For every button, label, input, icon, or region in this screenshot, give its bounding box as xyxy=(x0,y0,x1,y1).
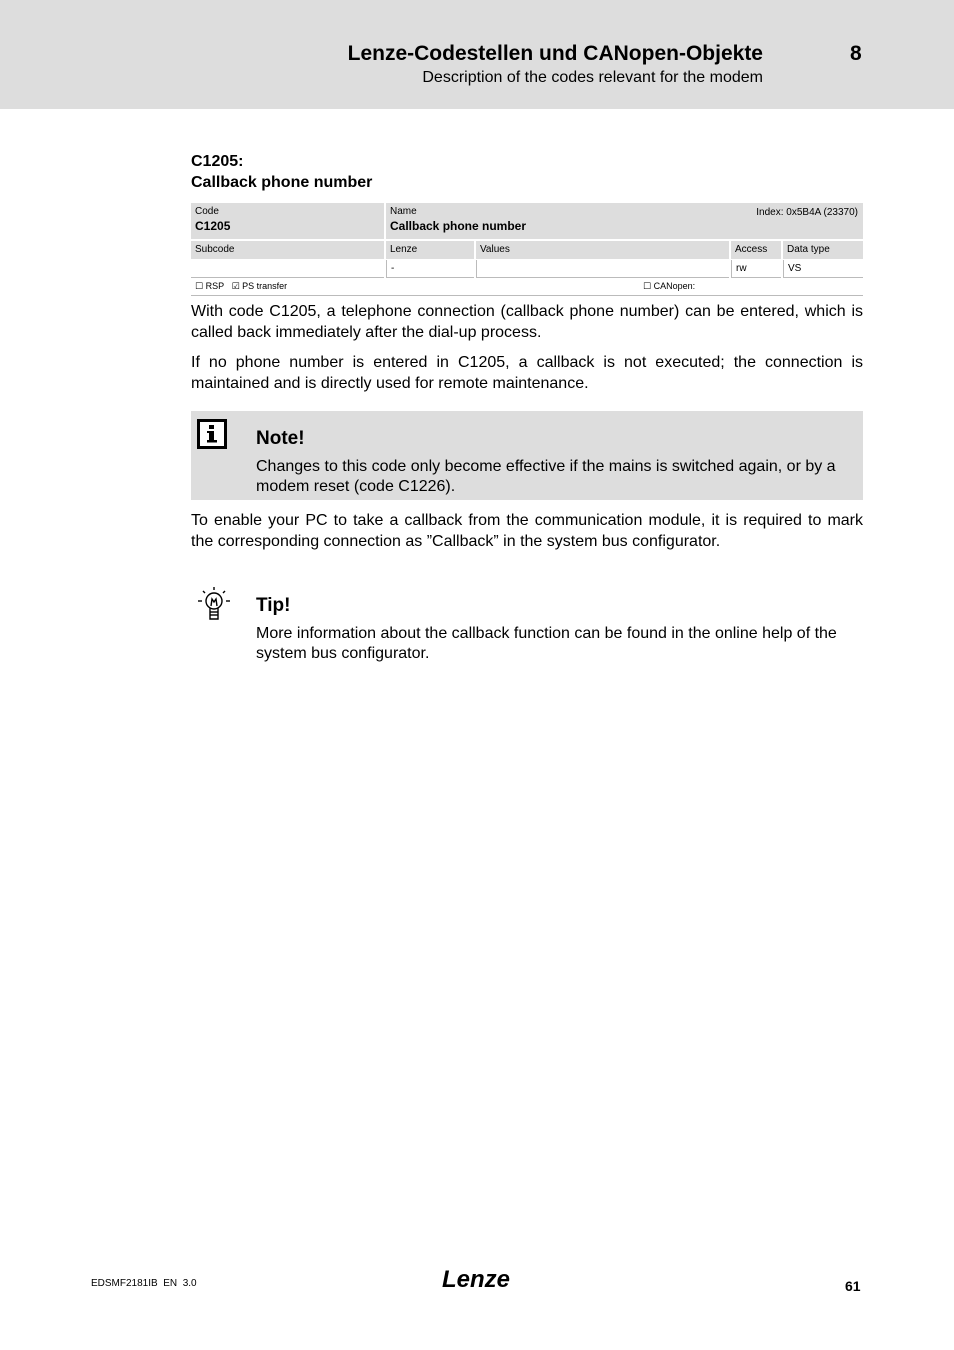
lenze-logo xyxy=(438,1266,514,1292)
datatype-value: VS xyxy=(783,260,863,278)
lenze-value: - xyxy=(386,260,474,278)
page-header xyxy=(0,0,954,109)
code-cell xyxy=(191,203,384,239)
chapter-number: 8 xyxy=(850,42,862,65)
flag-row-left xyxy=(195,281,287,292)
lightbulb-icon xyxy=(196,585,234,625)
values-header: Values xyxy=(476,241,729,259)
canopen-flag: ☐ CANopen: xyxy=(643,281,696,291)
ps-transfer-flag: ☑ PS transfer xyxy=(231,281,288,291)
index-value: Index: 0x5B4A (23370) xyxy=(756,207,858,218)
note-title: Note! xyxy=(256,428,305,449)
lenze-logo-text: Lenze xyxy=(441,1266,511,1292)
paragraph-2: If no phone number is entered in C1205, a callback is not executed; the connection is maintained and is directly used for remote maintenance. xyxy=(191,354,863,392)
tip-title: Tip! xyxy=(256,595,291,616)
datatype-header: Data type xyxy=(783,241,863,259)
access-value: rw xyxy=(731,260,781,278)
code-label: Code xyxy=(195,206,219,217)
name-label: Name xyxy=(390,206,417,217)
code-heading-code: C1205: xyxy=(191,153,244,170)
paragraph-3: To enable your PC to take a callback from the communication module, it is required to mark the corresponding connection as ”Callback” in the system bus configurator. xyxy=(191,512,863,550)
code-heading xyxy=(191,151,372,193)
code-value: C1205 xyxy=(195,219,231,233)
note-text: Changes to this code only become effective if the mains is switched again, or by a modem reset (code C1226). xyxy=(256,458,836,495)
table-bottom-rule xyxy=(191,295,863,296)
tip-text: More information about the callback function can be found in the online help of the system bus configurator. xyxy=(256,625,837,662)
values-value xyxy=(476,260,729,278)
info-icon xyxy=(197,419,227,449)
subcode-header: Subcode xyxy=(191,241,384,259)
chapter-title: Lenze-Codestellen und CANopen-Objekte xyxy=(347,42,763,65)
name-value: Callback phone number xyxy=(390,219,527,233)
name-cell xyxy=(386,203,863,239)
subcode-value xyxy=(191,260,384,278)
chapter-subtitle: Description of the codes relevant for the modem xyxy=(422,69,763,86)
code-heading-name: Callback phone number xyxy=(191,174,373,191)
lenze-header: Lenze xyxy=(386,241,474,259)
note-box xyxy=(191,411,863,500)
document-id: EDSMF2181IB EN 3.0 xyxy=(91,1278,197,1289)
page-number: 61 xyxy=(845,1278,861,1294)
access-header: Access xyxy=(731,241,781,259)
paragraph-1: With code C1205, a telephone connection (callback phone number) can be entered, which is called back immediately after the dial-up process. xyxy=(191,303,863,341)
rsp-flag: ☐ RSP xyxy=(195,281,225,291)
